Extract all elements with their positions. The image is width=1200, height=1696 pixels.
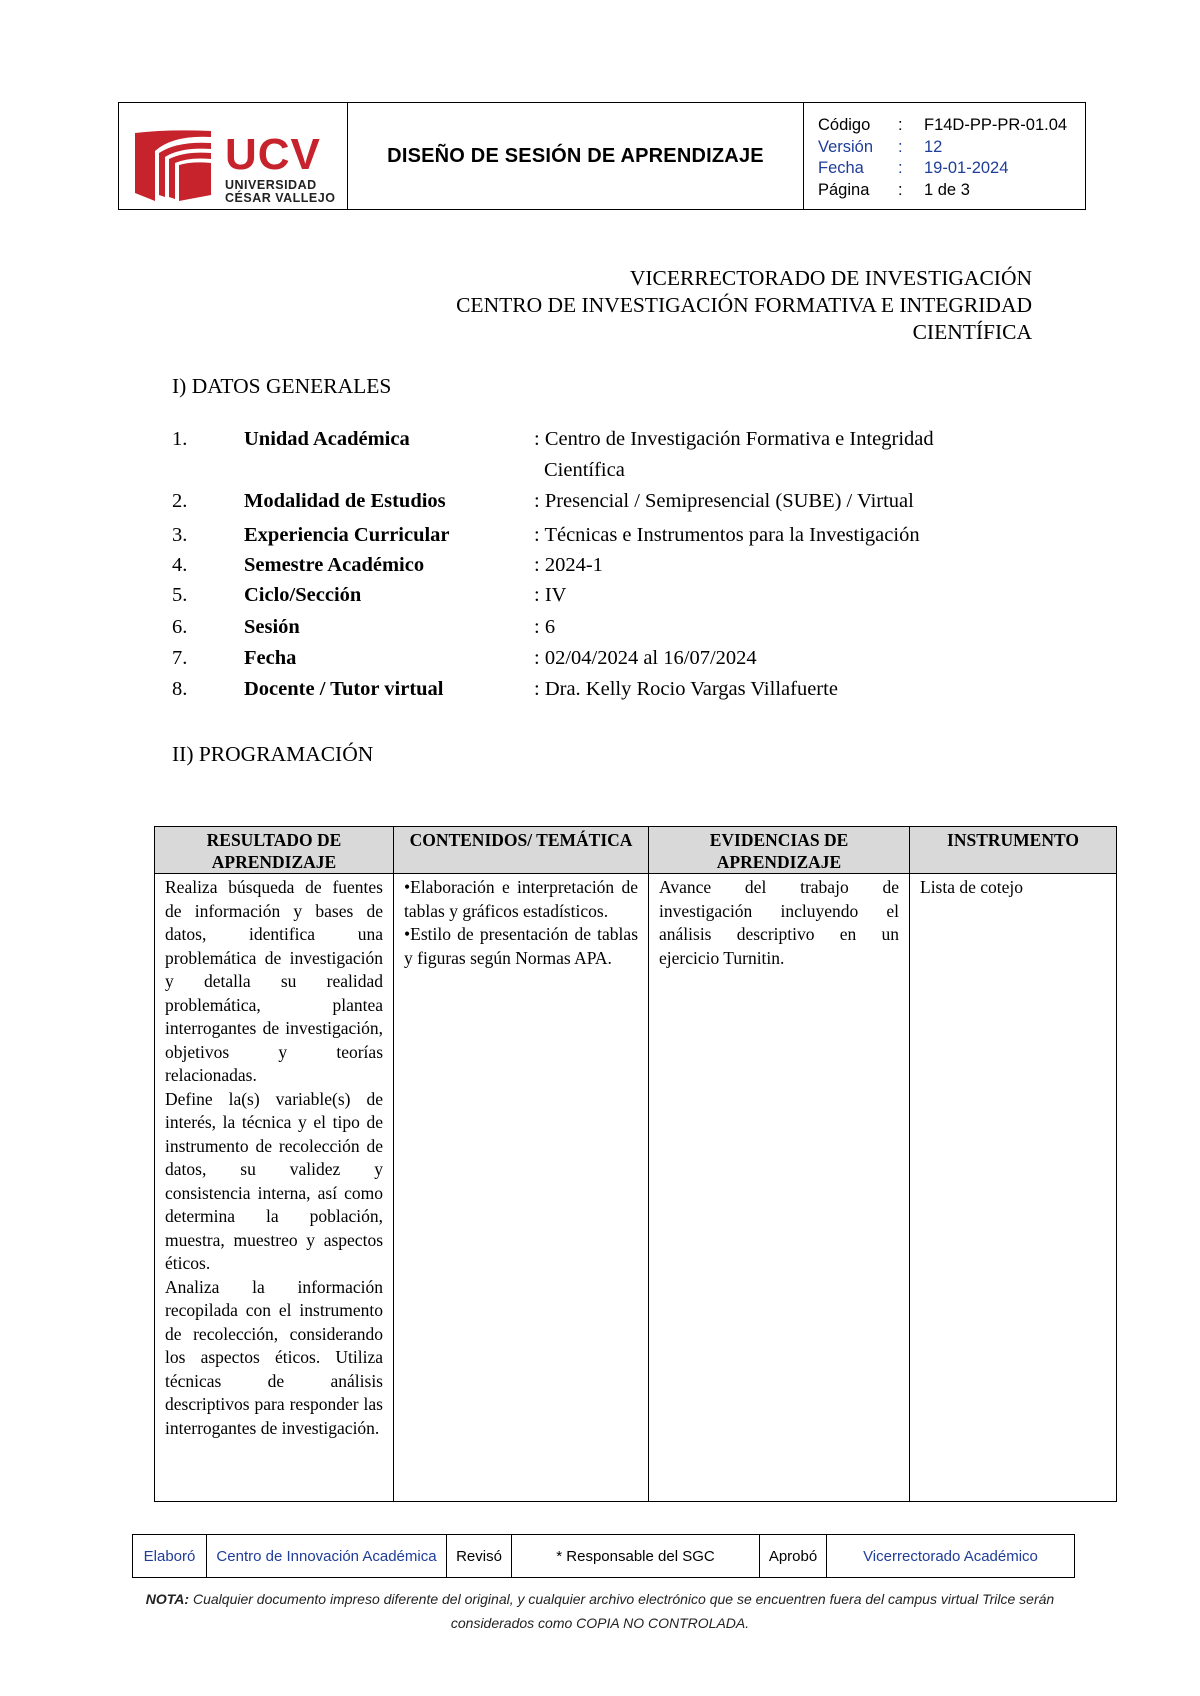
aprobo-label: Aprobó	[760, 1535, 827, 1578]
meta-row-version: Versión : 12	[818, 137, 943, 156]
table-row	[133, 1535, 1075, 1578]
cell-resultado: Realiza búsqueda de fuentes de información y bases de datos, identifica una problemática de investigación y detalla su realidad problemática, plantea interrogantes de investigación, objetivos y teorías relacionadas. Define la(s) variable(s) de interés, la técnica y el tipo de instrumento de recolección de datos, su validez y consistencia interna, así como determina la población, muestra, muestreo y aspectos éticos. Analiza la información recopilada con el instrumento de recolección, considerando los aspectos éticos. Utiliza técnicas de análisis descriptivos para responder las interrogantes de investigación.	[155, 874, 394, 1502]
section-programacion: II) PROGRAMACIÓN	[172, 742, 374, 766]
cell-evidencias: Avance del trabajo de investigación incluyendo el análisis descriptivo en un ejercicio Turnitin.	[649, 874, 910, 1502]
header-contenidos: CONTENIDOS/ TEMÁTICA	[394, 827, 649, 874]
header-evidencias: EVIDENCIAS DE APRENDIZAJE	[649, 827, 910, 874]
table-header-row	[155, 827, 1117, 874]
aprobo-value: Vicerrectorado Académico	[827, 1535, 1075, 1578]
header-instrumento: INSTRUMENTO	[910, 827, 1117, 874]
ucv-logo	[119, 103, 348, 209]
footer-note: NOTA: Cualquier documento impreso diferente del original, y cualquier archivo electrónico que se encuentren fuera del campus virtual Trilce serán considerados como COPIA NO CONTROLADA.	[145, 1591, 1055, 1631]
ucv-logo-subtitle: UNIVERSIDAD CÉSAR VALLEJO	[225, 178, 336, 205]
reviso-value: * Responsable del SGC	[512, 1535, 760, 1578]
table-row	[155, 874, 1117, 1502]
cell-contenidos: •Elaboración e interpretación de tablas y gráficos estadísticos. •Estilo de presentación de tablas y figuras según Normas APA.	[394, 874, 649, 1502]
section-datos-generales: I) DATOS GENERALES	[172, 374, 392, 398]
document-meta	[804, 103, 1085, 209]
elaboro-label: Elaboró	[133, 1535, 207, 1578]
ucv-emblem-icon	[133, 129, 213, 201]
ucv-logo-text: UCV	[225, 130, 321, 179]
elaboro-value: Centro de Innovación Académica	[207, 1535, 447, 1578]
approval-table	[132, 1534, 1075, 1578]
meta-row-fecha: Fecha : 19-01-2024	[818, 159, 1009, 177]
document-header	[118, 102, 1086, 210]
institution-heading: VICERRECTORADO DE INVESTIGACIÓN CENTRO DE INVESTIGACIÓN FORMATIVA E INTEGRIDAD CIENTÍFICA	[456, 266, 1032, 344]
document-title: DISEÑO DE SESIÓN DE APRENDIZAJE	[348, 103, 804, 209]
cell-instrumento: Lista de cotejo	[910, 874, 1117, 1502]
meta-row-codigo: Código : F14D-PP-PR-01.04	[818, 116, 1068, 134]
header-resultado: RESULTADO DE APRENDIZAJE	[155, 827, 394, 874]
meta-row-pagina: Página : 1 de 3	[818, 180, 970, 199]
reviso-label: Revisó	[447, 1535, 512, 1578]
programming-table	[154, 826, 1117, 1502]
